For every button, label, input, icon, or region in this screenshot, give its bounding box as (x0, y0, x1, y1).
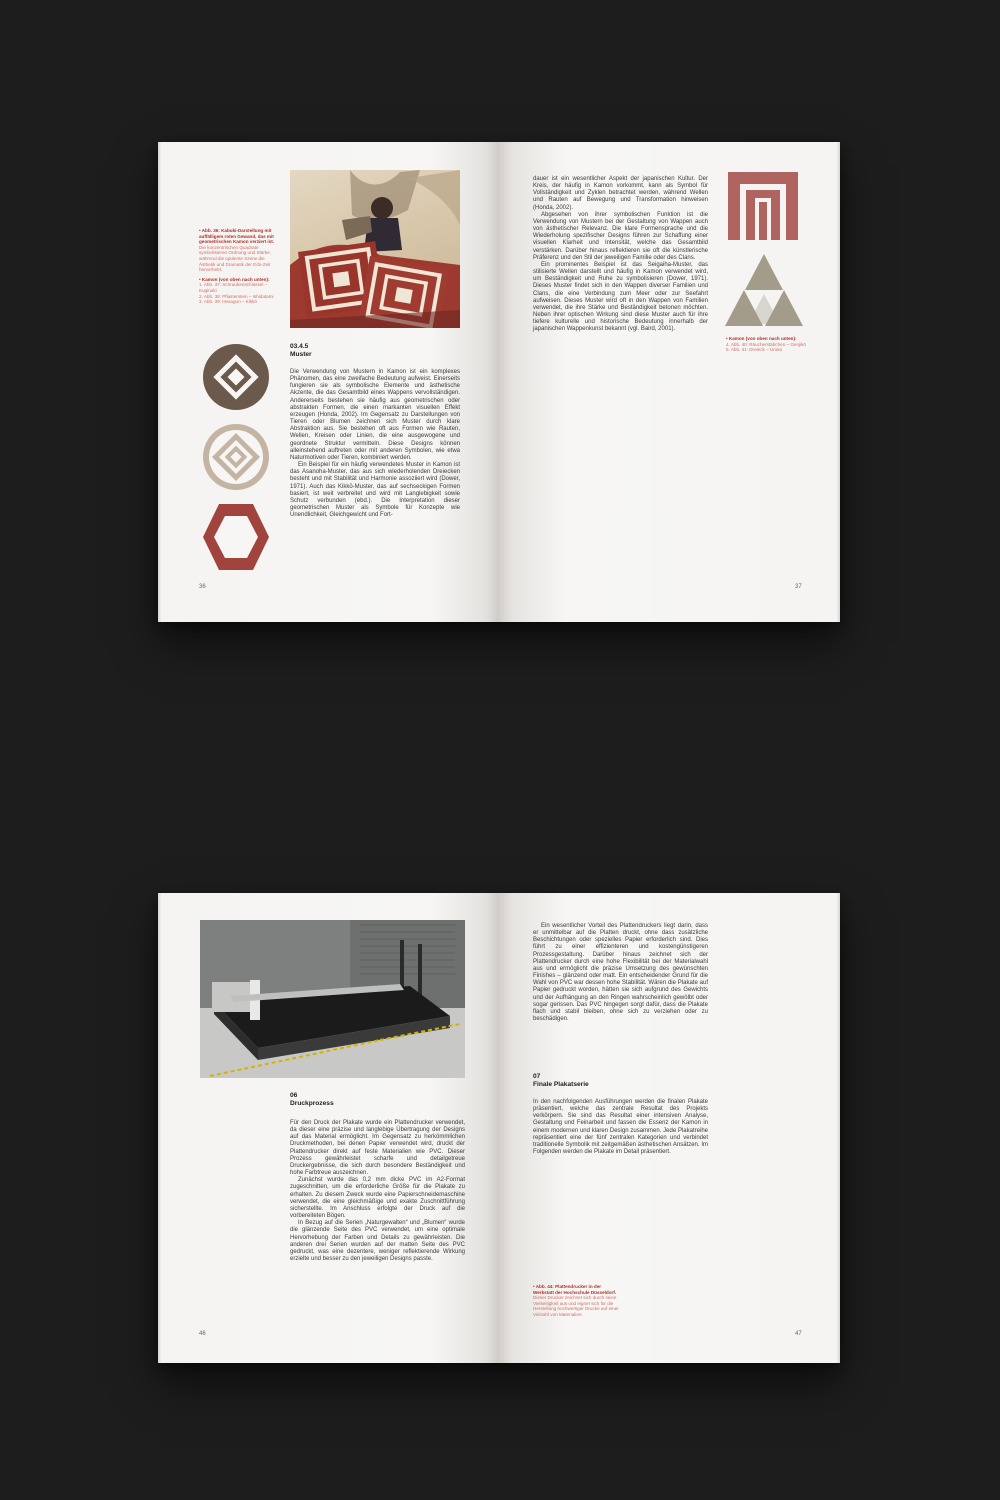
section-number: 06 (290, 1092, 298, 1099)
caption-kamon-title: • Kamon (von oben nach unten): (726, 336, 797, 341)
caption-kamon-title: • Kamon (von oben nach unten): (199, 276, 270, 282)
paragraph: In den nachfolgenden Ausführungen werden die finalen Plakate präsentiert, welche das zentrale Resultat des Projekts verkörpern. Sie sind das Resultat einer intensiven Analyse, Gestaltung und Feinarbeit und fassen die Essenz der Kamon in einem modernen und klaren Design zusammen. Jede Plakatreihe repräsentiert eine der fünf zentralen Kategorien und verbindet traditionelle Symbolik mit zeitgemäßen ästhetischen Ansätzen. Im Folgenden werden die Plakate im Detail präsentiert. (533, 1099, 708, 1156)
caption-kamon-item-1: 1. Abb. 37: Schraubenschlüssel – Kuginuki (199, 282, 268, 293)
paragraph: Für den Druck der Plakate wurde ein Plattendrucker verwendet, da dieser eine präzise und langlebige Übertragung der Designs auf das Material ermöglicht. Im Gegensatz zu herkömmlichen Druckmethoden, bei denen Papier verwendet wird, druckt der Plattendrucker direkt auf feste Materialien wie PVC. Dieser Prozess gewährleistet scharfe und detailgetreue Druckergebnisse, die sich durch besondere Beständigkeit und hohe Farbtreue auszeichnen. (290, 1120, 465, 1177)
page-number-36: 36 (199, 584, 206, 590)
paragraph: Ein wesentlicher Vorteil des Plattendruckers liegt darin, dass er unmittelbar auf die Platten druckt, ohne dass zusätzliche Beschichtungen oder spezielles Papier erforderlich sind. Dies führt zu einer effizienteren und kostengünstigeren Prozessgestaltung. Darüber hinaus zeichnet sich der Plattendrucker durch eine hohe Flexibilität bei der Materialwahl aus und ermöglicht die präzise Umsetzung des gewünschten Finishes – glänzend oder matt. Ein entscheidender Grund für die Wahl von PVC war dessen hohe Stabilität. Wären die Plakate auf Papier gedruckt worden, hätten sie sich aufgrund des Gewichts und der Aufhängung an den Ringen wahrscheinlich gewölbt oder sogar gerissen. Das PVC hingegen sorgt dafür, dass die Plakate flach und stabil bleiben, ohne sich zu verziehen oder zu beschädigen. (533, 923, 708, 1023)
page-36 (158, 142, 499, 622)
paragraph: Ein Beispiel für ein häufig verwendetes Muster in Kamon ist das Asanoha-Muster, das aus sich wiederholenden Dreiecken besteht und mit Stabilität und Harmonie assoziiert wird (Dower, 1971). Auch das Kikkō-Muster, das auf sechseckigen Formen basiert, ist weit verbreitet und wird mit Langlebigkeit sowie Schutz verbunden (ebd.). Die Interpretation dieser geometrischen Muster als Symbole für Konzepte wie Unendlichkeit, Gleichgewicht und Fort- (290, 462, 460, 519)
paragraph: dauer ist ein wesentlicher Aspekt der japanischen Kultur. Der Kreis, der häufig in Kamon vorkommt, kann als Symbol für Vollständigkeit und Zyklen betrachtet werden, während Wellen und Rauten auf Bewegung und Transformation hinweisen (Honda, 2002). (533, 176, 708, 211)
section-heading-muster (290, 343, 312, 359)
section-heading-finale-plakatserie (533, 1073, 589, 1089)
page-number-46: 46 (199, 1331, 206, 1337)
paragraph: In Bezug auf die Serien „Naturgewalten“ und „Blumen“ wurde die glänzende Seite des PVC verwendet, um eine optimale Hervorhebung der Farben und Details zu gewährleisten. Die anderen drei Serien wurden auf der matten Seite des PVC gedruckt, was eine dezentere, weniger reflektierende Wirkung erzielte und besser zu den jeweiligen Designs passte. (290, 1220, 465, 1262)
body-text-page-37 (533, 176, 708, 333)
body-text-page-46 (290, 1120, 465, 1263)
caption-kamon-item-4: 4. Abb. 40: Räucherstäbchen – Genjikō (726, 341, 806, 347)
caption-abb-36 (199, 228, 281, 305)
caption-kamon-right (726, 336, 808, 353)
page-number-37: 37 (795, 584, 802, 590)
genjiko-kamon-icon (728, 172, 798, 240)
paragraph: Zunächst wurde das 0,2 mm dicke PVC im A2-Format zugeschnitten, um die erforderliche Größe für die Plakate zu erhalten. Zu diesem Zweck wurde eine Papierschneidemaschine verwendet, die eine gleichmäßige und exakte Zuschnittführung sicherstellte. Im Anschluss erfolgte der Druck auf die vorbereiteten Bögen. (290, 1177, 465, 1220)
kabuki-illustration (290, 170, 460, 328)
section-title: Muster (290, 351, 312, 358)
kikko-hexagon-kamon-icon (202, 502, 270, 572)
page-number-47: 47 (795, 1331, 802, 1337)
ishidatami-kamon-icon (203, 424, 269, 490)
caption-abb-36-text: Die konzentrischen Quadrate symbolisieren Ordnung und Stärke, während die opulente Szene die Ästhetik und Dramatik der Edo-Zeit hervorhebt. (199, 244, 272, 273)
body-text-page-36 (290, 369, 460, 519)
uroko-triangle-kamon-icon (725, 254, 803, 326)
caption-abb-44-title: • Abb. 44: Plattendrucker in der Werkstatt der Hochschule Düsseldorf. (533, 1284, 617, 1295)
caption-kamon-item-2: 2. Abb. 38: Pflasterstein – Ishidatami (199, 293, 274, 299)
book-spread-1 (158, 142, 840, 622)
section-number: 07 (533, 1073, 541, 1080)
caption-kamon-item-5: 5. Abb. 41: Dreieck – Uroko (726, 347, 783, 353)
page-46 (158, 893, 499, 1363)
section-heading-druckprozess (290, 1092, 334, 1108)
caption-abb-44-text: Dieser Drucker zeichnet sich durch seine Vielseitigkeit aus und eignet sich für die Herstellung hochwertiger Drucke auf einer Vielzahl von Materialien. (533, 1295, 619, 1317)
caption-kamon-item-3: 3. Abb. 39: Hexagon – Kikkō (199, 299, 257, 305)
paragraph: Ein prominentes Beispiel ist das Seigaiha-Muster, das stilisierte Wellen darstellt und häufig in Kamon verwendet wird, um Beständigkeit und Ruhe zu symbolisieren (Dower, 1971). Dieses Muster findet sich in den Wappen diverser Familien und Clans, die eine Verbindung zum Meer oder zur Seefahrt aufweisen. Dieses Muster wird oft in den Wappen von Familien verwendet, die ihre Stärke und Beständigkeit betonen möchten. Neben ihrer optischen Wirkung sind diese Muster auch für ihre tiefere kulturelle und historische Bedeutung innerhalb der japanischen Wappenkunst bekannt (vgl. Baird, 2001). (533, 261, 708, 333)
section-title: Finale Plakatserie (533, 1081, 589, 1088)
caption-abb-44 (533, 1284, 621, 1318)
paragraph: Abgesehen von ihrer symbolischen Funktion ist die Verwendung von Mustern bei der Gestaltung von Wappen auch von ästhetischer Relevanz. Die klare Formensprache und die Wiederholung spezifischer Designs führen zur Schaffung einer visuellen Klarheit und Intensität, welche das Gesamtbild verstärken. Darüber hinaus reflektieren sie oft die künstlerische Präferenz und den Stil der jeweiligen Familie oder des Clans. (533, 211, 708, 261)
kabuki-artwork-icon (290, 170, 460, 328)
caption-abb-36-title: • Abb. 36: Kabuki-Darstellung mit auffälligem roten Gewand, das mit geometrischen Kamon verziert ist. (199, 228, 275, 245)
book-spread-2 (158, 893, 840, 1363)
body-text-page-47-top (533, 923, 708, 1023)
page-37 (499, 142, 840, 622)
section-title: Druckprozess (290, 1100, 334, 1107)
printer-photo (200, 920, 465, 1078)
body-text-page-47-bottom (533, 1099, 708, 1156)
section-number: 03.4.5 (290, 343, 309, 350)
kuginuki-kamon-icon (203, 344, 269, 410)
paragraph: Die Verwendung von Mustern in Kamon ist ein komplexes Phänomen, das eine zweifache Bedeutung aufweist. Einerseits fungieren sie als symbolische Elemente und ästhetische Akzente, die das Gesamtbild eines Wappens vervollständigen. Andererseits bestehen sie häufig aus geometrischen oder abstrakten Formen, die einen markanten visuellen Effekt erzeugen (Honda, 2002). Im Gegensatz zu Darstellungen von Tieren oder Blumen zeichnen sich Muster durch klare Abstraktion aus. Sie bestehen oft aus Formen wie Rauten, Wellen, Kreisen oder Linien, die eine ausgewogene und geordnete Struktur vermitteln. Diese Designs können alleinstehend auftreten oder mit anderen Symbolen, wie etwa Naturmotiven oder Tieren, kombiniert werden. (290, 369, 460, 461)
flatbed-printer-photo-icon (200, 920, 465, 1078)
page-47 (499, 893, 840, 1363)
